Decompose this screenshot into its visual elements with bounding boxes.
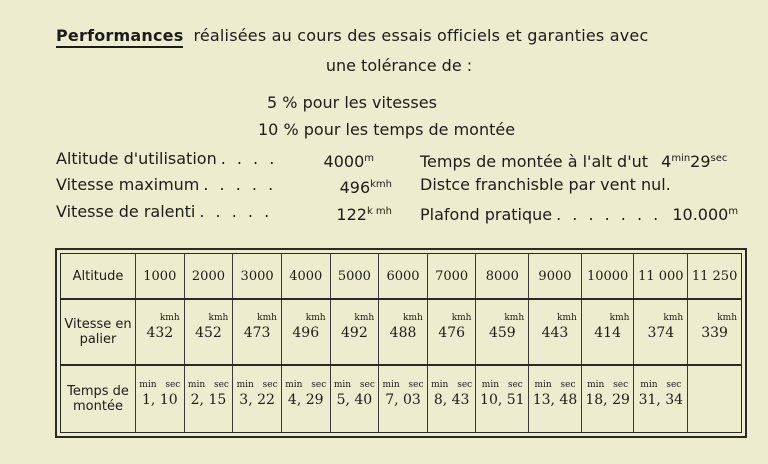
table-cell-time <box>529 365 582 432</box>
table-cell-altitude: 3000 <box>233 254 282 299</box>
table-cell-altitude: 1000 <box>136 254 185 299</box>
spec-altitude-utilisation <box>56 149 374 171</box>
row-label-time: Temps de montée <box>61 365 136 432</box>
time-value: 8, 43 <box>433 392 470 408</box>
altitude-row <box>61 254 741 299</box>
spec-label: Distce franchisble par vent nul. <box>420 175 671 194</box>
speed-value: 432 <box>146 325 174 341</box>
table-cell-speed <box>233 299 282 365</box>
spec-label: Vitesse de ralenti <box>56 202 196 221</box>
time-unit: min sec <box>382 380 424 390</box>
table-cell-altitude: 4000 <box>281 254 330 299</box>
spec-distance-franchissable <box>420 175 671 195</box>
time-unit: min sec <box>139 380 181 390</box>
time-value: 5, 40 <box>336 392 373 408</box>
table-cell-time <box>379 365 428 432</box>
table-cell-speed <box>634 299 688 365</box>
speed-value: 374 <box>647 325 675 341</box>
spec-value: $496^{kmh}$ <box>339 178 392 197</box>
time-value: 10, 51 <box>480 392 525 408</box>
table-cell-altitude: 7000 <box>427 254 476 299</box>
table-cell-speed <box>427 299 476 365</box>
spec-dots: . . . . <box>220 149 278 168</box>
table-cell-altitude: 2000 <box>184 254 233 299</box>
spec-value: $4^{min}29^{sec}$ <box>661 152 728 171</box>
speed-unit: kmh <box>504 313 525 323</box>
table-cell-speed <box>136 299 185 365</box>
time-unit: min sec <box>481 380 523 390</box>
performance-grid <box>61 254 741 432</box>
table-cell-speed <box>581 299 634 365</box>
time-unit: min sec <box>236 380 278 390</box>
tolerance-climb <box>258 120 515 140</box>
tolerance-percent: 5 % <box>267 93 298 112</box>
spec-value: 4000$^m$ <box>323 152 374 171</box>
time-unit: min sec <box>333 380 375 390</box>
spec-label: Plafond pratique <box>420 205 553 224</box>
spec-label: Temps de montée à l'alt d'ut <box>420 152 649 171</box>
table-cell-time <box>233 365 282 432</box>
speed-value: 459 <box>488 325 516 341</box>
spec-vitesse-ralenti <box>56 202 392 224</box>
table-cell-altitude: 11 250 <box>688 254 741 299</box>
table-cell-altitude: 11 000 <box>634 254 688 299</box>
table-cell-altitude: 5000 <box>330 254 379 299</box>
time-value: 7, 03 <box>385 392 421 408</box>
time-unit: min sec <box>431 380 473 390</box>
table-cell-time <box>330 365 379 432</box>
table-cell-time <box>581 365 634 432</box>
spec-plafond-pratique <box>420 202 738 225</box>
spec-temps-montee <box>420 149 727 172</box>
row-label-speed: Vitesse en palier <box>61 299 136 365</box>
table-cell-time <box>136 365 185 432</box>
time-value: 18, 29 <box>585 392 630 408</box>
table-cell-time <box>634 365 688 432</box>
table-cell-time <box>184 365 233 432</box>
speed-value: 496 <box>292 325 320 341</box>
speed-unit: kmh <box>354 313 375 323</box>
time-value: 31, 34 <box>638 392 684 408</box>
time-value: 2, 15 <box>190 392 227 408</box>
row-label-altitude: Altitude <box>61 254 136 299</box>
tolerance-text: pour les temps de montée <box>303 120 516 139</box>
spec-value: 10.000$^m$ <box>672 205 739 224</box>
spec-vitesse-maximum <box>56 175 392 197</box>
heading-text: réalisées au cours des essais officiels et garanties avec <box>193 26 649 45</box>
spec-dots: . . . . . . . <box>556 205 662 224</box>
table-cell-speed <box>184 299 233 365</box>
time-value: 13, 48 <box>532 392 578 408</box>
speed-unit: kmh <box>305 313 326 323</box>
speed-unit: kmh <box>208 313 229 323</box>
table-cell-time <box>476 365 529 432</box>
table-cell-time <box>688 365 741 432</box>
spec-label: Altitude d'utilisation <box>56 149 217 168</box>
speed-value: 414 <box>594 325 621 341</box>
time-row <box>61 365 741 432</box>
table-cell-speed <box>281 299 330 365</box>
time-unit: min sec <box>285 380 327 390</box>
performances-heading <box>56 26 746 46</box>
table-cell-altitude: 8000 <box>476 254 529 299</box>
speed-value: 488 <box>389 325 417 341</box>
time-value: 4, 29 <box>287 392 324 408</box>
speed-value: 476 <box>438 325 466 341</box>
spec-label: Vitesse maximum <box>56 175 200 194</box>
time-unit: min sec <box>587 380 629 390</box>
time-unit: min sec <box>640 380 682 390</box>
time-value: 3, 22 <box>239 392 275 408</box>
speed-value: 443 <box>541 325 569 341</box>
spec-dots: . . . . . <box>199 202 273 221</box>
speed-row <box>61 299 741 365</box>
speed-value: 492 <box>341 325 368 341</box>
table-cell-altitude: 9000 <box>529 254 582 299</box>
speed-value: 452 <box>195 325 222 341</box>
table-cell-speed <box>379 299 428 365</box>
speed-unit: kmh <box>451 313 472 323</box>
speed-unit: kmh <box>403 313 423 323</box>
speed-value: 339 <box>701 325 728 341</box>
table-cell-speed <box>688 299 741 365</box>
spec-value: $122^{k mh}$ <box>336 205 392 224</box>
time-unit: min sec <box>534 380 576 390</box>
heading-continuation: une tolérance de : <box>325 56 473 75</box>
tolerance-speeds <box>267 93 437 113</box>
speed-unit: kmh <box>717 313 737 323</box>
spec-dots: . . . . . <box>203 175 277 194</box>
table-cell-altitude: 6000 <box>379 254 428 299</box>
speed-unit: kmh <box>609 313 630 323</box>
table-cell-time <box>281 365 330 432</box>
heading-title: Performances <box>56 26 183 48</box>
speed-unit: kmh <box>557 313 577 323</box>
table-cell-speed <box>476 299 529 365</box>
speed-unit: kmh <box>257 313 277 323</box>
tolerance-percent: 10 % <box>258 120 299 139</box>
table-cell-altitude: 10000 <box>581 254 634 299</box>
time-unit: min sec <box>187 380 229 390</box>
table-cell-time <box>427 365 476 432</box>
time-value: 1, 10 <box>142 392 178 408</box>
performance-table <box>55 248 747 438</box>
speed-unit: kmh <box>663 313 684 323</box>
table-inner-border <box>60 253 742 433</box>
table-cell-speed <box>330 299 379 365</box>
tolerance-text: pour les vitesses <box>302 93 437 112</box>
speed-unit: kmh <box>159 313 180 323</box>
speed-value: 473 <box>243 325 271 341</box>
table-cell-speed <box>529 299 582 365</box>
